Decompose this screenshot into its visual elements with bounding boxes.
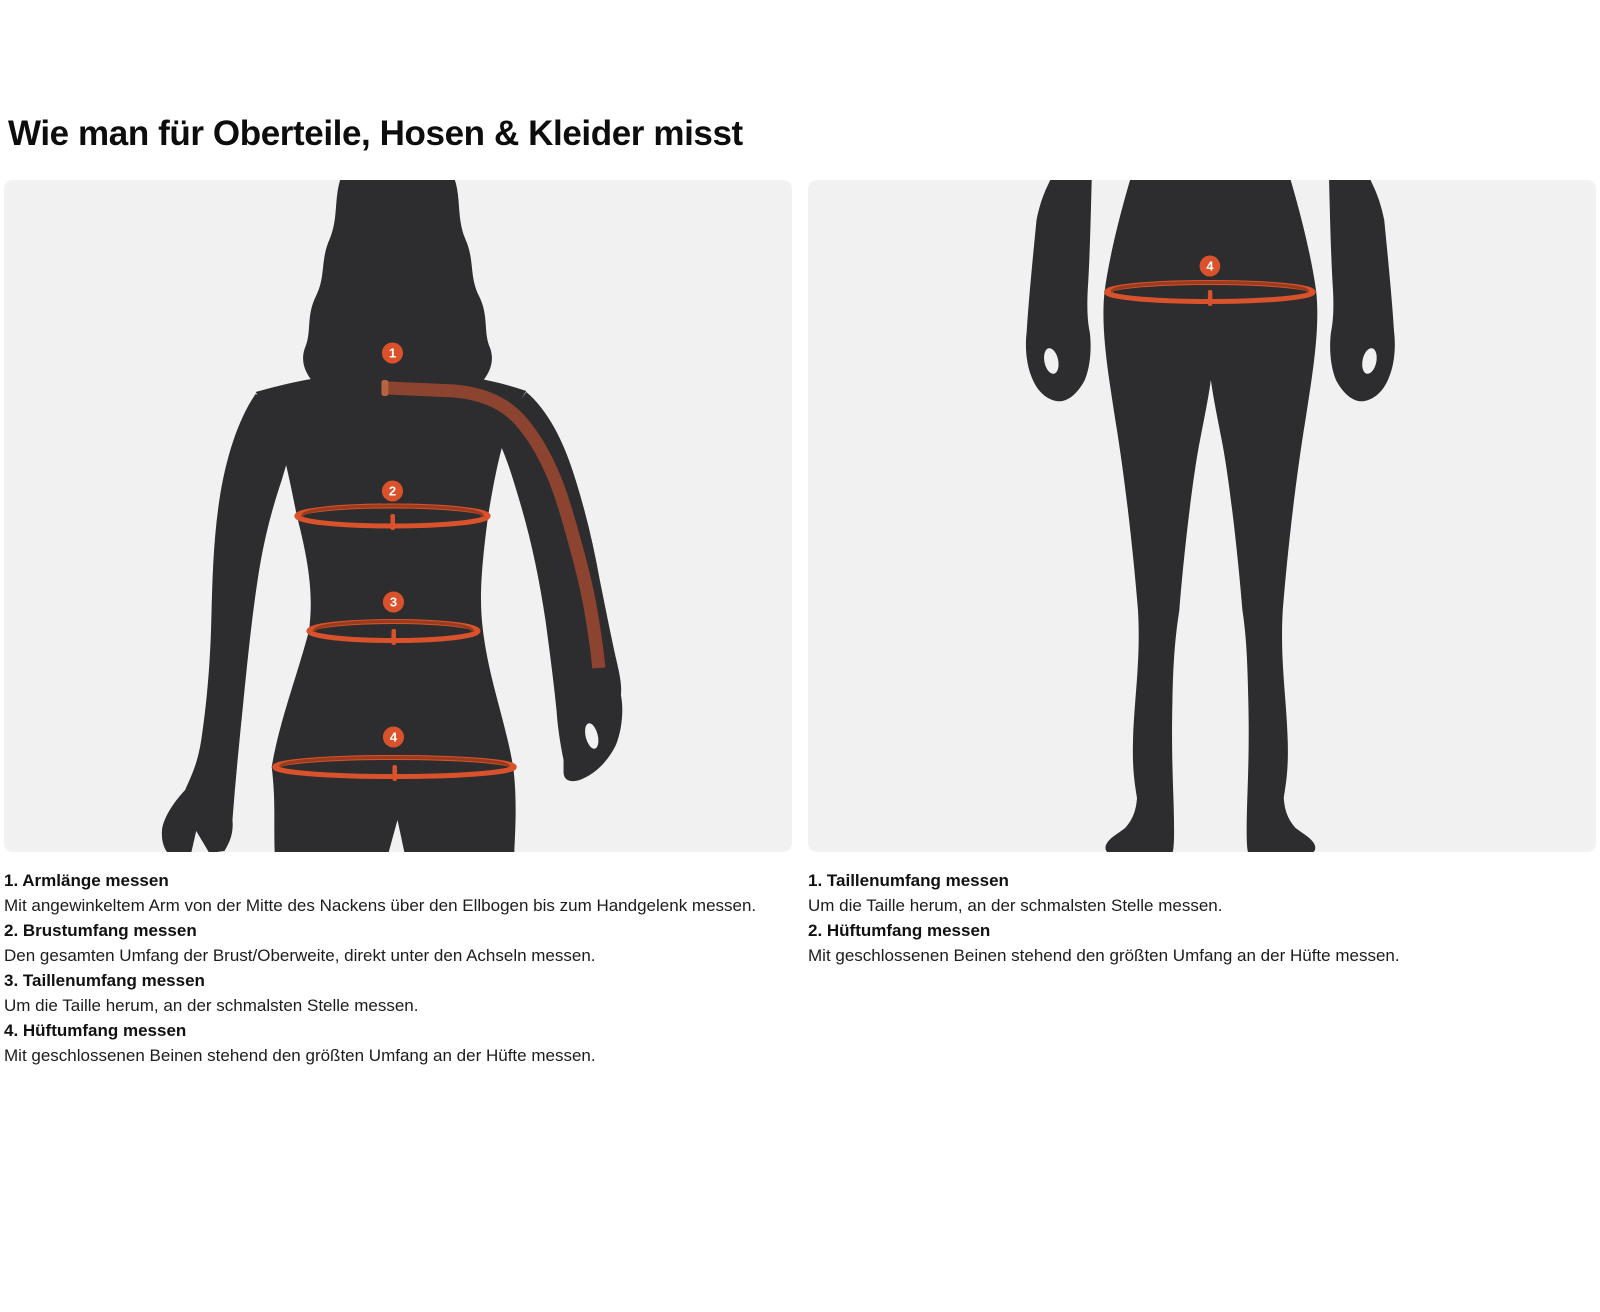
badge-hip xyxy=(1200,255,1221,276)
tape-end-cap xyxy=(381,380,388,396)
size-guide-page xyxy=(0,112,1600,1068)
instruction-heading: 3. Taillenumfang messen xyxy=(4,970,205,990)
instruction-heading: 4. Hüftumfang messen xyxy=(4,1020,187,1040)
svg-text:2: 2 xyxy=(388,483,397,499)
svg-text:4: 4 xyxy=(389,729,398,745)
upper-body-panel xyxy=(4,180,792,852)
svg-text:1: 1 xyxy=(388,345,397,361)
instruction-text: Mit geschlossenen Beinen stehend den größten Umfang an der Hüfte messen. xyxy=(4,1045,596,1065)
badge-arm-length xyxy=(382,342,403,363)
badge-hip xyxy=(383,726,404,747)
instruction-text: Um die Taille herum, an der schmalsten Stelle messen. xyxy=(4,995,419,1015)
instruction-columns xyxy=(4,868,1596,1068)
instruction-text: Mit geschlossenen Beinen stehend den größten Umfang an der Hüfte messen. xyxy=(808,945,1400,965)
right-hand-silhouette xyxy=(1329,180,1395,401)
svg-text:3: 3 xyxy=(389,594,398,610)
instruction-text: Mit angewinkeltem Arm von der Mitte des Nackens über den Ellbogen bis zum Handgelenk messen. xyxy=(4,895,757,915)
instruction-text: Den gesamten Umfang der Brust/Oberweite, direkt unter den Achseln messen. xyxy=(4,945,596,965)
torso-silhouette xyxy=(256,373,527,852)
instruction-heading: 2. Brustumfang messen xyxy=(4,920,197,940)
left-hand-silhouette xyxy=(1026,180,1092,401)
instruction-heading: 2. Hüftumfang messen xyxy=(808,920,991,940)
instruction-text: Um die Taille herum, an der schmalsten Stelle messen. xyxy=(808,895,1223,915)
instructions-right xyxy=(808,868,1596,1068)
figure-panels xyxy=(4,180,1596,852)
page-title: Wie man für Oberteile, Hosen & Kleider misst xyxy=(8,114,743,153)
instructions-left xyxy=(4,868,792,1068)
upper-body-figure xyxy=(4,180,792,852)
lower-body-figure xyxy=(808,180,1596,852)
badge-chest xyxy=(382,480,403,501)
badge-waist xyxy=(383,591,404,612)
instruction-heading: 1. Taillenumfang messen xyxy=(808,870,1009,890)
svg-text:4: 4 xyxy=(1206,258,1214,274)
lower-body-panel xyxy=(808,180,1596,852)
right-arm-silhouette xyxy=(493,392,622,781)
instruction-heading: 1. Armlänge messen xyxy=(4,870,169,890)
